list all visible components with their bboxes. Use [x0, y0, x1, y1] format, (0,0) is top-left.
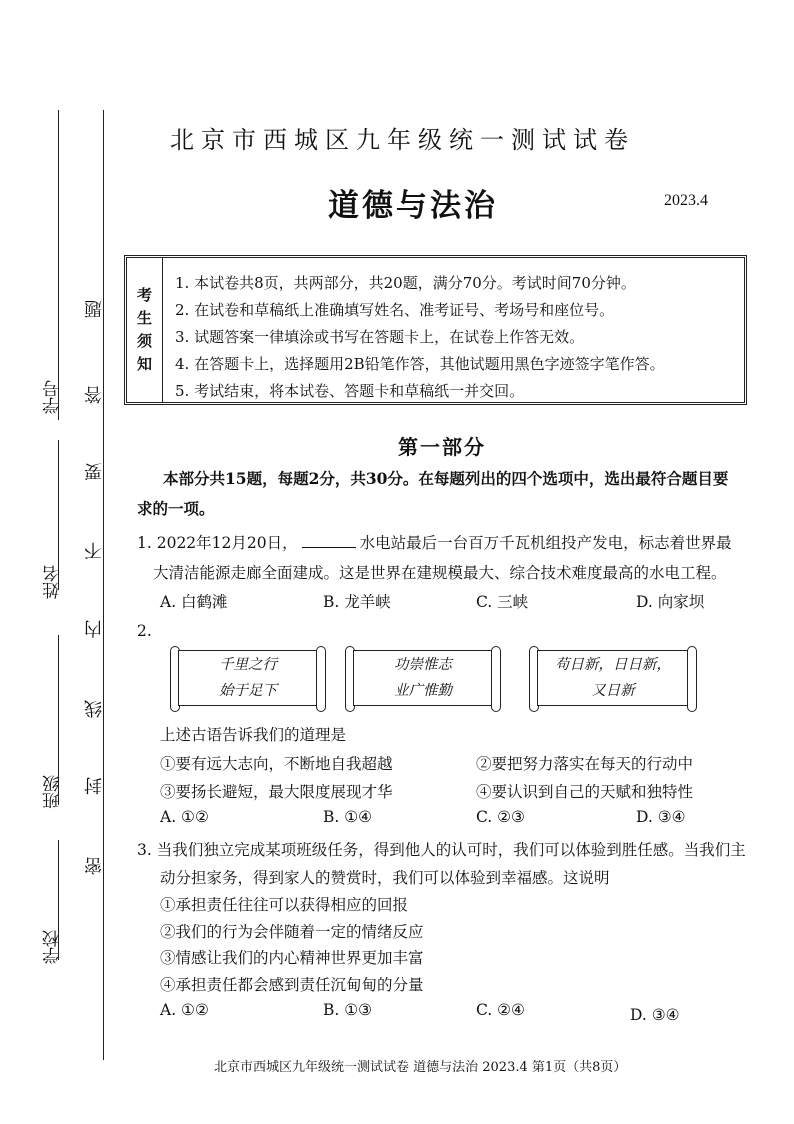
seal-char-3: 线	[84, 700, 105, 718]
q1-blank	[302, 533, 356, 548]
scroll-3-text	[537, 650, 689, 706]
exam-title: 北京市西城区九年级统一测试试卷	[170, 126, 635, 154]
notice-list	[175, 270, 665, 405]
seal-char-2: 封	[84, 777, 105, 795]
q2-stem: 上述古语告诉我们的道理是	[160, 726, 347, 744]
part-title: 第一部分	[398, 435, 486, 459]
subject-title: 道德与法治	[328, 188, 498, 224]
intro-line-2: 求的一项。	[137, 499, 215, 518]
q2-option-d: D. ③④	[636, 808, 686, 826]
q3-stem-line-2: 动分担家务，得到家人的赞赏时，我们可以体验到幸福感。这说明	[160, 869, 610, 887]
name-label: 姓名	[43, 565, 63, 599]
scroll-3	[527, 642, 699, 714]
scroll-1	[168, 642, 328, 714]
seal-char-4: 内	[84, 620, 105, 638]
q2-choice-4: ④要认识到自己的天赋和独特性	[476, 783, 694, 801]
margin-border-line	[103, 110, 104, 1060]
scroll-line: 功崇惟志	[394, 657, 452, 673]
q3-option-c: C. ②④	[476, 1001, 525, 1019]
q3-stem-line-1: 3. 当我们独立完成某项班级任务，得到他人的认可时，我们可以体验到胜任感。当我们主	[137, 841, 746, 859]
q2-choice-3: ③要扬长避短，最大限度展现才华	[160, 783, 393, 801]
notice-item: 4. 在答题卡上，选择题用2B铅笔作答，其他试题用黑色字迹签字笔作答。	[175, 355, 665, 373]
q2-choice-1: ①要有远大志向，不断地自我超越	[160, 755, 393, 773]
q2-option-a: A. ①②	[160, 808, 209, 826]
q1-option-d: D. 向家坝	[636, 593, 705, 611]
notice-side-char: 知	[136, 355, 152, 373]
scroll-roll	[491, 646, 501, 712]
page-footer: 北京市西城区九年级统一测试试卷 道德与法治 2023.4 第1页（共8页）	[214, 1060, 627, 1075]
notice-box	[124, 255, 747, 405]
q2-option-c: C. ②③	[476, 808, 525, 826]
q3-option-a: A. ①②	[160, 1001, 209, 1019]
class-underline	[58, 635, 59, 805]
notice-side-char: 考	[136, 286, 152, 304]
q1-option-a: A. 白鹤滩	[160, 593, 228, 611]
seal-char-6: 要	[84, 463, 105, 481]
name-underline	[58, 440, 59, 590]
q3-option-d: D. ③④	[630, 1006, 680, 1024]
class-label: 班级	[43, 775, 63, 809]
q1-stem-line-2: 大清洁能源走廊全面建成。这是世界在建规模最大、综合技术难度最高的水电工程。	[153, 564, 727, 582]
q3-choice-4: ④承担责任都会感到责任沉甸甸的分量	[160, 976, 424, 994]
q3-choice-1: ①承担责任往往可以获得相应的回报	[160, 896, 409, 914]
seal-char-7: 答	[84, 386, 105, 404]
q1-stem-end: 水电站最后一台百万千瓦机组投产发电，标志着世界最	[359, 534, 732, 552]
scroll-line: 始于足下	[219, 683, 277, 699]
seal-char-8: 题	[84, 300, 105, 318]
q1-option-b: B. 龙羊峡	[323, 593, 391, 611]
scroll-line: 千里之行	[219, 657, 277, 673]
seal-char-1: 密	[84, 857, 105, 875]
q3-choice-2: ②我们的行为会伴随着一定的情绪反应	[160, 923, 424, 941]
q2-choice-2: ②要把努力落实在每天的行动中	[476, 755, 694, 773]
scroll-2	[343, 642, 503, 714]
q2-option-b: B. ①④	[323, 808, 373, 826]
exam-date: 2023.4	[664, 192, 708, 209]
scroll-line: 苟日新，日日新，	[555, 657, 671, 673]
notice-side-label	[127, 258, 163, 402]
q1-stem	[137, 531, 732, 553]
notice-item: 3. 试题答案一律填涂或书写在答题卡上，在试卷上作答无效。	[175, 328, 585, 346]
school-label: 学校	[43, 930, 63, 964]
school-underline	[58, 840, 59, 960]
notice-item: 1. 本试卷共8页，共两部分，共20题，满分70分。考试时间70分钟。	[175, 274, 636, 292]
scroll-line: 业广惟勤	[394, 683, 452, 699]
q1-stem-start: 1. 2022年12月20日，	[137, 534, 298, 552]
student-id-label: 学号	[43, 380, 63, 414]
q1-option-c: C. 三峡	[476, 593, 529, 611]
scroll-line: 又日新	[591, 683, 635, 699]
q3-option-b: B. ①③	[323, 1001, 373, 1019]
intro-line-1: 本部分共15题，每题2分，共30分。在每题列出的四个选项中，选出最符合题目要	[163, 469, 729, 488]
scroll-roll	[687, 646, 697, 712]
notice-item: 5. 考试结束，将本试卷、答题卡和草稿纸一并交回。	[175, 382, 525, 400]
q2-number: 2.	[137, 622, 152, 640]
student-id-underline	[58, 110, 59, 420]
notice-item: 2. 在试卷和草稿纸上准确填写姓名、准考证号、考场号和座位号。	[175, 301, 615, 319]
scroll-1-text	[178, 650, 318, 706]
scroll-2-text	[353, 650, 493, 706]
scroll-roll	[316, 646, 326, 712]
q3-choice-3: ③情感让我们的内心精神世界更加丰富	[160, 949, 424, 967]
seal-char-5: 不	[84, 542, 105, 560]
notice-side-char: 生	[136, 309, 152, 327]
notice-side-char: 须	[136, 332, 152, 350]
